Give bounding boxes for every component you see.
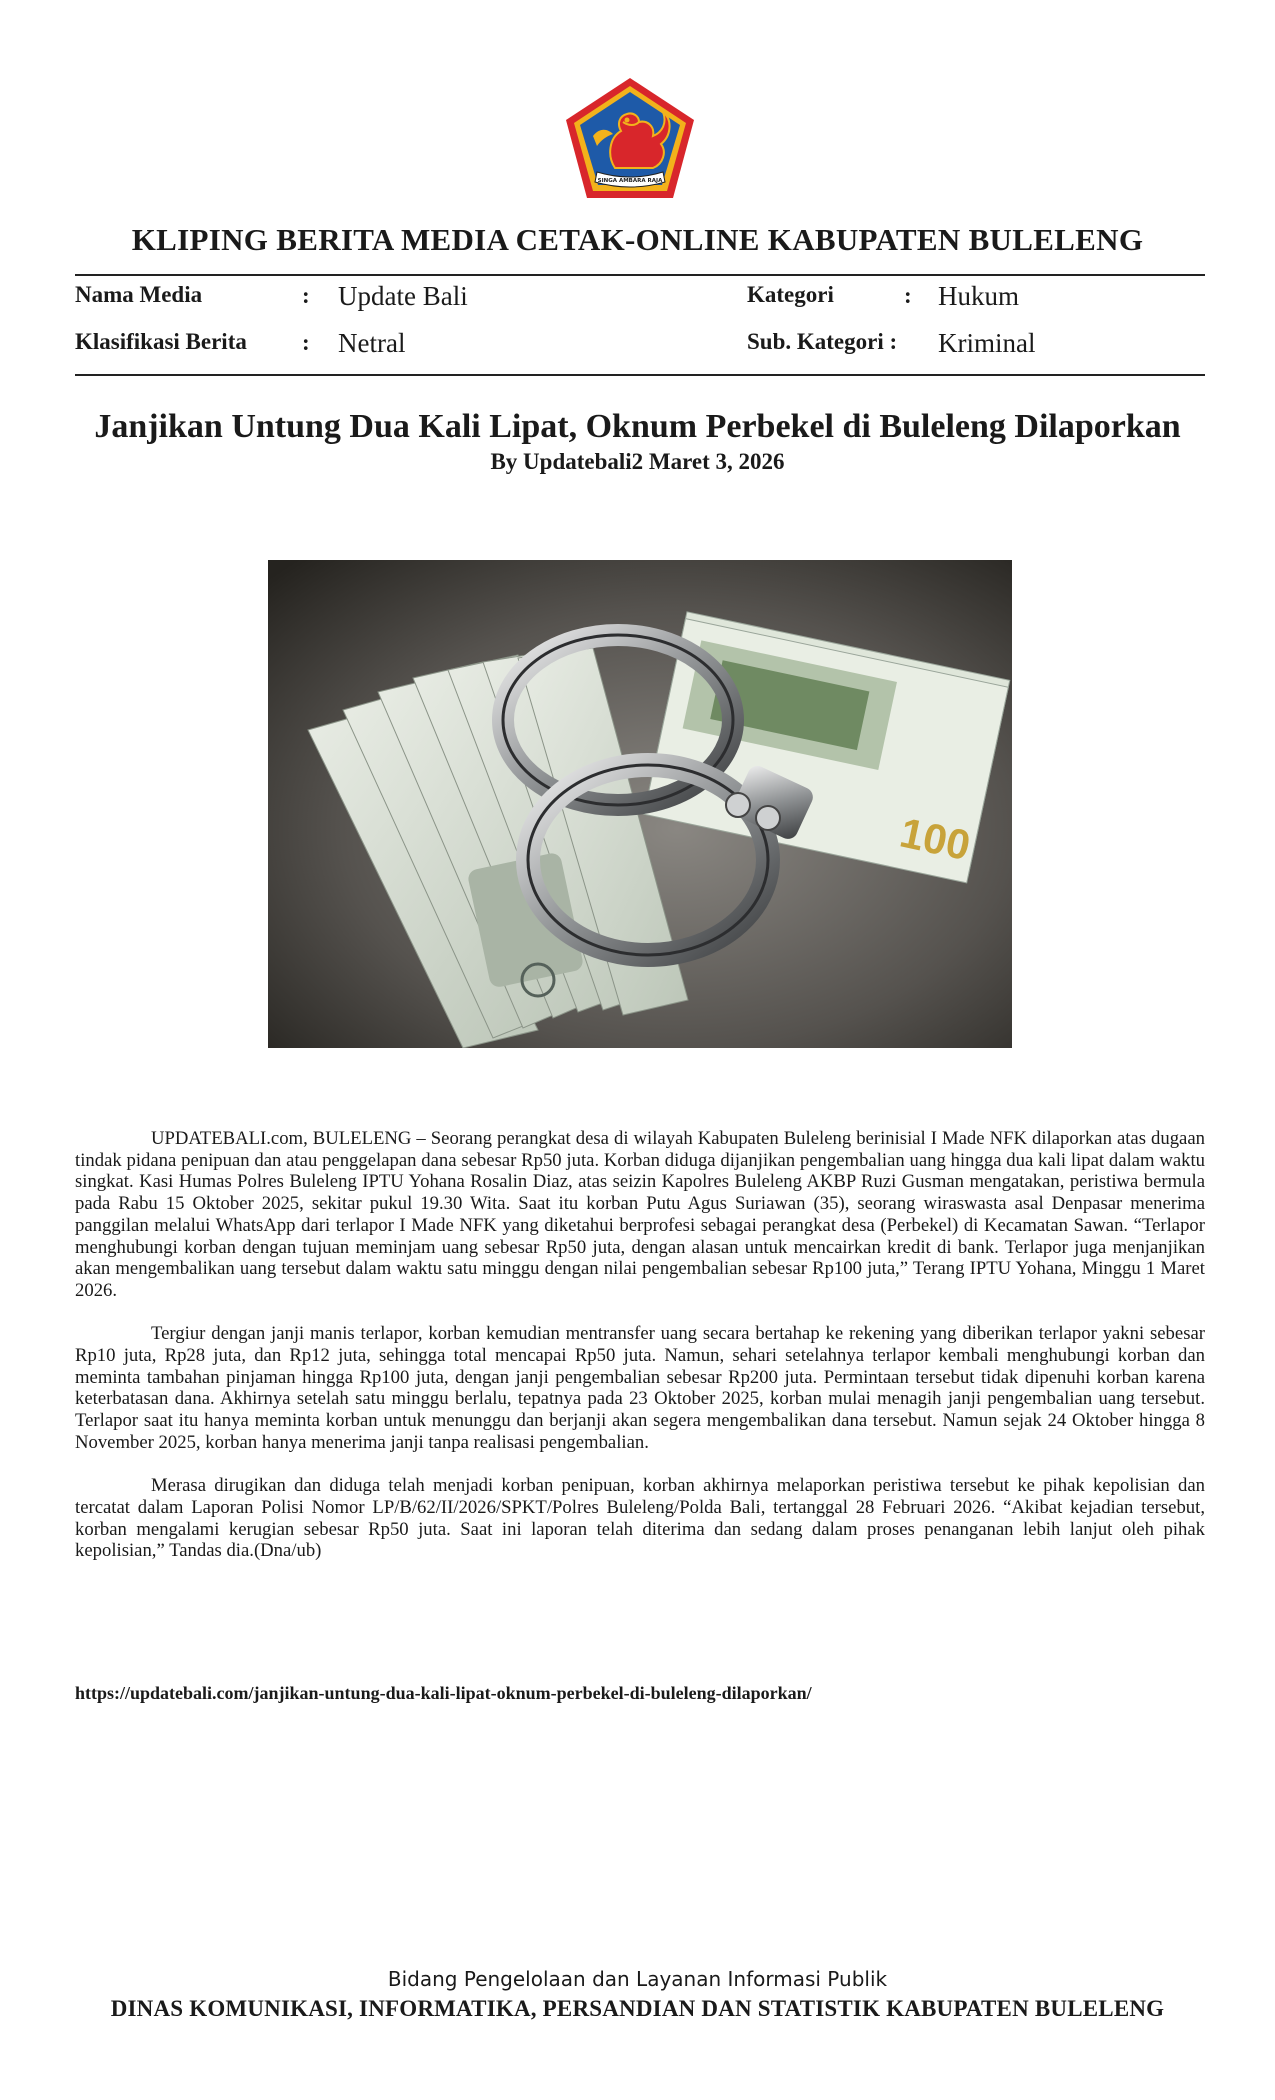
kategori-label: Kategori	[747, 282, 834, 307]
top-divider	[75, 274, 1205, 276]
buleleng-crest-icon	[563, 76, 697, 200]
klasifikasi-label: Klasifikasi Berita	[75, 329, 247, 354]
footer-agency: DINAS KOMUNIKASI, INFORMATIKA, PERSANDIAN DAN STATISTIK KABUPATEN BULELENG	[110, 1996, 1165, 2021]
article-paragraph: UPDATEBALI.com, BULELENG – Seorang perangkat desa di wilayah Kabupaten Buleleng berinisial I Made NFK dilaporkan atas dugaan tindak pidana penipuan dan atau penggelapan dana sebesar Rp50 juta. Korban diduga dijanjikan pengembalian uang hingga dua kali lipat dalam waktu singkat. Kasi Humas Polres Buleleng IPTU Yohana Rosalin Diaz, atas seizin Kapolres Buleleng AKBP Ruzi Gusman mengatakan, peristiwa bermula pada Rabu 15 Oktober 2025, sekitar pukul 19.30 Wita. Saat itu korban Putu Agus Suriawan (35), seorang wiraswasta asal Denpasar menerima panggilan melalui WhatsApp dari terlapor I Made NFK yang diketahui berprofesi sebagai perangkat desa (Perbekel) di Kecamatan Sawan. “Terlapor menghubungi korban dengan tujuan meminjam uang sebesar Rp50 juta, dengan alasan untuk mencairkan kredit di bank. Terlapor juga menjanjikan akan mengembalikan uang tersebut dalam waktu satu minggu dengan nilai pengembalian sebesar Rp100 juta,” Terang IPTU Yohana, Minggu 1 Maret 2026.	[75, 1128, 1205, 1301]
meta-separator: :	[302, 330, 310, 355]
article-paragraph: Tergiur dengan janji manis terlapor, korban kemudian mentransfer uang secara bertahap ke rekening yang diberikan terlapor yakni sebesar Rp10 juta, Rp28 juta, dan Rp12 juta, sehingga total mencapai Rp50 juta. Namun, sehari setelahnya terlapor kembali menghubungi korban dan meminta tambahan pinjaman hingga Rp100 juta, dengan janji pengembalian sebesar Rp200 juta. Permintaan tersebut tidak dipenuhi korban karena keterbatasan dana. Akhirnya setelah satu minggu berlalu, tepatnya pada 23 Oktober 2025, korban mulai menagih janji pengembalian uang tersebut. Terlapor saat itu hanya meminta korban untuk menunggu dan berjanji akan segera mengembalikan dana tersebut. Namun sejak 24 Oktober hingga 8 November 2025, korban hanya menerima janji tanpa realisasi pengembalian.	[75, 1323, 1205, 1453]
meta-separator: :	[904, 283, 912, 308]
svg-text:100: 100	[896, 808, 975, 870]
nama-media-label: Nama Media	[75, 282, 203, 307]
bottom-divider	[75, 374, 1205, 376]
source-url[interactable]: https://updatebali.com/janjikan-untung-dua-kali-lipat-oknum-perbekel-di-buleleng-dilaporkan/	[75, 1683, 812, 1703]
article-body	[75, 1128, 1205, 1584]
article-headline: Janjikan Untung Dua Kali Lipat, Oknum Perbekel di Buleleng Dilaporkan	[94, 408, 1181, 445]
sub-kategori-value: Kriminal	[938, 328, 1036, 358]
sub-kategori-label: Sub. Kategori :	[747, 329, 898, 354]
article-photo	[268, 560, 1012, 1048]
footer-department: Bidang Pengelolaan dan Layanan Informasi Publik	[387, 1967, 888, 1991]
klasifikasi-value: Netral	[338, 328, 406, 358]
article-paragraph: Merasa dirugikan dan diduga telah menjadi korban penipuan, korban akhirnya melaporkan peristiwa tersebut ke pihak kepolisian dan tercatat dalam Laporan Polisi Nomor LP/B/62/II/2026/SPKT/Polres Buleleng/Polda Bali, tertanggal 28 Februari 2026. “Akibat kejadian tersebut, korban mengalami kerugian sebesar Rp50 juta. Saat ini laporan telah diterima dan sedang dalam proses penanganan lebih lanjut oleh pihak kepolisian,” Tandas dia.(Dna/ub)	[75, 1475, 1205, 1562]
nama-media-value: Update Bali	[338, 281, 468, 311]
article-byline: By Updatebali2 Maret 3, 2026	[490, 449, 785, 474]
meta-separator: :	[302, 283, 310, 308]
document-title: KLIPING BERITA MEDIA CETAK-ONLINE KABUPATEN BULELENG	[131, 222, 1144, 257]
logo-motto: SINGA AMBARA RAJA	[597, 178, 663, 184]
kategori-value: Hukum	[938, 281, 1019, 311]
